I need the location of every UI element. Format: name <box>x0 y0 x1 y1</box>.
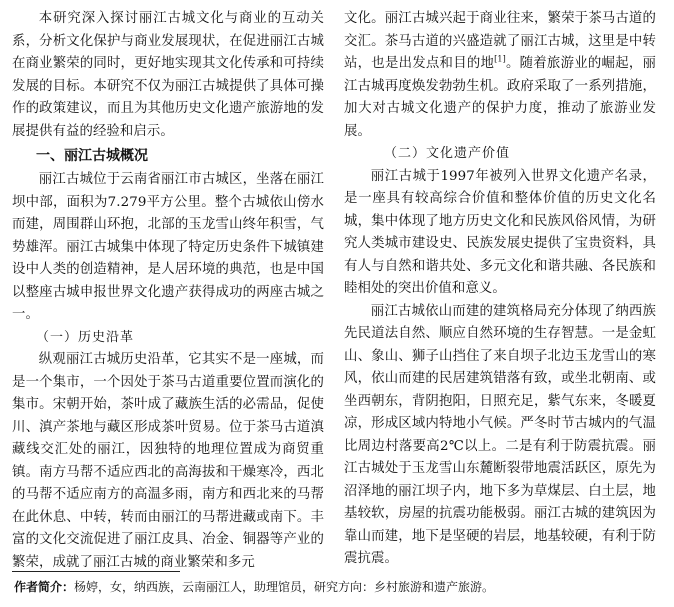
overview-paragraph: 丽江古城位于云南省丽江市古城区，坐落在丽江坝中部，面积为7.279平方公里。整个古城依山傍水而建，周围群山环抱，北部的玉龙雪山终年积雪，气势雄浑。丽江古城集中体现了特定历史条件下城镇建设中人类的创造精神，是人居环境的典范，也是中国以整座古城申报世界文化遗产获得成功的两座古城之一。 <box>12 172 324 322</box>
history-continued-paragraph <box>344 8 656 143</box>
right-column <box>344 8 656 571</box>
author-footnote <box>14 578 654 596</box>
footnote-text: 杨婷，女，纳西族，云南丽江人，助理馆员，研究方向：乡村旅游和遗产旅游。 <box>74 580 495 594</box>
history-continued-text: 文化。丽江古城兴起于商业往来，繁荣于茶马古道的交汇。茶马古道的兴盛造就了丽江古城，这里是中转站，也是出发点和目的地 <box>344 11 656 71</box>
subheading-history: （一）历史沿革 <box>36 329 135 345</box>
reference-mark: [1] <box>494 54 506 64</box>
architecture-paragraph: 丽江古城依山而建的建筑格局充分体现了纳西族先民道法自然、顺应自然环境的生存智慧。一是金虹山、象山、狮子山挡住了来自坝子北边玉龙雪山的寒风，依山而建的民居建筑错落有致，或坐北朝南、或坐西朝东，背阴抱阳，日照充足，紫气东来，冬暖夏凉，形成区域内特地小气候。严冬时节古城内的气温比周边村落要高2℃以上。二是有利于防震抗震。丽江古城处于玉龙雪山东麓断裂带地震活跃区，原先为沼泽地的丽江坝子内，地下多为草煤层、白土层，地基较软，房屋的抗震功能极弱。丽江古城的建筑因为靠山而建，地下是坚硬的岩层，地基较硬，有利于防震抗震。 <box>344 303 656 566</box>
history-paragraph: 纵观丽江古城历史沿革，它其实不是一座城，而是一个集市，一个因处于茶马古道重要位置而演化的集市。宋朝开始，茶叶成了藏族生活的必需品，促使川、滇产茶地与藏区形成茶叶贸易。位于茶马古道滇藏线交汇处的丽江，因独特的地理位置成为商贸重镇。南方马帮不适应西北的高海拔和干燥寒冷，西北的马帮不适应南方的高温多雨，南方和西北来的马帮在此休息、中转，转而由丽江的马帮进藏或南下。丰富的文化交流促进了丽江皮具、冶金、铜器等产业的繁荣，成就了丽江古城的商业繁荣和多元 <box>12 352 324 570</box>
footnote-divider <box>12 571 180 572</box>
intro-paragraph: 本研究深入探讨丽江古城文化与商业的互动关系，分析文化保护与商业发展现状，在促进丽江古城在商业繁荣的同时，更好地实现其文化传承和可持续发展的目标。本研究不仅为丽江古城提供了具体可操作的政策建议，而且为其他历史文化遗产旅游地的发展提供有益的经验和启示。 <box>12 11 324 139</box>
heritage-value-paragraph: 丽江古城于1997年被列入世界文化遗产名录，是一座具有较高综合价值和整体价值的历史文化名城，集中体现了地方历史文化和民族风俗风情，为研究人类城市建设史、民族发展史提供了宝贵资料，具有人与自然和谐共处、多元文化和谐共融、各民族和睦相处的突出价值和意义。 <box>344 168 656 296</box>
section-heading-overview: 一、丽江古城概况 <box>36 148 148 164</box>
history-continued-text-end: 。随着旅游业的崛起，丽江古城再度焕发勃勃生机。政府采取了一系列措施，加大对古城文化遗产的保护力度，推动了旅游业发展。 <box>344 56 656 139</box>
left-column <box>12 8 324 574</box>
footnote-label: 作者简介： <box>14 580 75 594</box>
subheading-heritage-value: （二）文化遗产价值 <box>384 146 511 161</box>
